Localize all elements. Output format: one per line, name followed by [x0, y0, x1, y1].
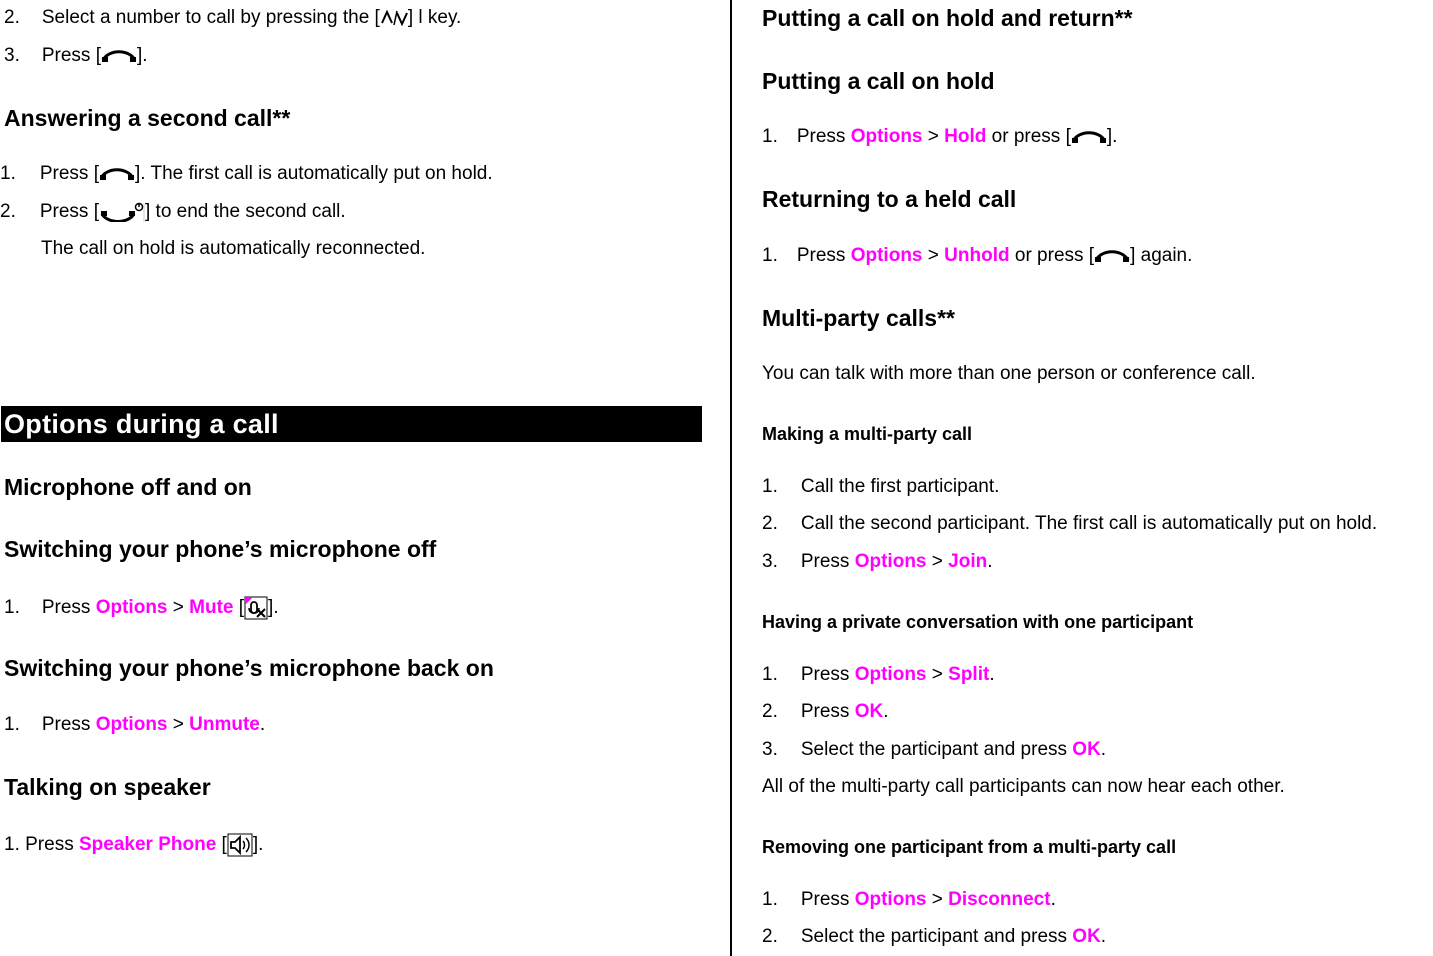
send-call-key-icon: [1094, 247, 1130, 265]
heading-mic-off: Switching your phone’s microphone off: [4, 536, 437, 562]
heading-multi-party: Multi-party calls**: [762, 305, 955, 331]
heading-making-multi-party: Making a multi-party call: [762, 424, 973, 444]
banner-title: Options during a call: [4, 409, 279, 439]
heading-hold-return: Putting a call on hold and return**: [762, 5, 1133, 31]
note-all-hear: All of the multi-party call participants can now hear each other.: [762, 776, 1285, 797]
send-call-key-icon: [101, 47, 137, 65]
step-press-send: 3. Press [ ].: [4, 45, 148, 66]
up-down-nav-key-icon: [380, 9, 408, 27]
multi-party-description: You can talk with more than one person or conference call.: [762, 363, 1256, 384]
step-hold: 1. Press Options > Hold or press [ ].: [762, 126, 1118, 147]
step-answer-second: 1. Press [ ]. The first call is automatically put on hold.: [0, 163, 493, 184]
step-first-participant: 1. Call the first participant.: [762, 476, 1000, 497]
speaker-icon: [227, 833, 253, 857]
heading-removing-participant: Removing one participant from a multi-party call: [762, 837, 1177, 857]
heading-microphone: Microphone off and on: [4, 474, 252, 500]
heading-mic-on: Switching your phone’s microphone back on: [4, 655, 494, 681]
heading-speaker: Talking on speaker: [4, 774, 211, 800]
send-call-key-icon: [99, 165, 135, 183]
step-speaker: 1. Press Speaker Phone [ ].: [4, 834, 264, 856]
heading-hold: Putting a call on hold: [762, 68, 995, 94]
heading-return: Returning to a held call: [762, 186, 1017, 212]
send-call-key-icon: [1071, 128, 1107, 146]
step-unhold: 1. Press Options > Unhold or press [ ] again.: [762, 245, 1193, 266]
heading-answering-second-call: Answering a second call**: [4, 105, 291, 131]
step-unmute: 1. Press Options > Unmute.: [4, 714, 266, 735]
step-second-participant: 2. Call the second participant. The first call is automatically put on hold.: [762, 513, 1378, 534]
note-reconnected: The call on hold is automatically reconnected.: [41, 238, 426, 259]
column-divider: [730, 0, 732, 956]
step-select-number: 2. Select a number to call by pressing the [ ] l key.: [4, 7, 462, 28]
step-end-second: 2. Press [ ] to end the second call.: [0, 201, 346, 222]
section-banner: [1, 406, 702, 442]
step-select-participant-ok: 2. Select the participant and press OK.: [762, 926, 1107, 947]
step-mute: 1. Press Options > Mute [ ].: [4, 597, 279, 619]
step-join: 3. Press Options > Join.: [762, 551, 993, 572]
step-select-participant: 3. Select the participant and press OK.: [762, 739, 1107, 760]
heading-private-conversation: Having a private conversation with one participant: [762, 612, 1194, 632]
step-press-ok: 2. Press OK.: [762, 701, 889, 722]
end-call-key-icon: [99, 202, 145, 222]
step-split: 1. Press Options > Split.: [762, 664, 995, 685]
step-disconnect: 1. Press Options > Disconnect.: [762, 889, 1056, 910]
mute-icon: [244, 596, 268, 620]
